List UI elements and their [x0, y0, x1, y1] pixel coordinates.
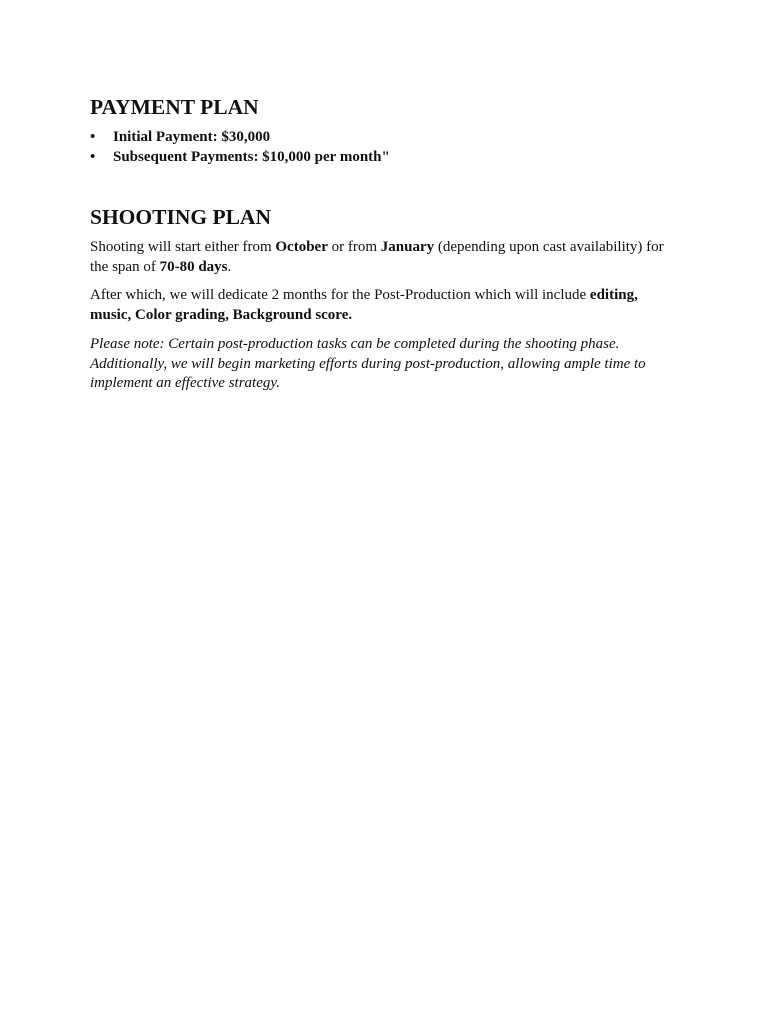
- document-content: [90, 91, 680, 394]
- shooting-duration: 70-80 days: [159, 258, 228, 275]
- start-month-january: January: [380, 239, 435, 255]
- shooting-plan-section: [90, 201, 680, 394]
- list-item: [90, 148, 680, 168]
- text-run: (depending upon cast availability) for the span of: [90, 239, 664, 275]
- text-run: or from: [327, 239, 381, 255]
- list-item: [90, 128, 680, 148]
- shooting-schedule-paragraph: [90, 238, 680, 277]
- bullet-icon: •: [90, 148, 96, 165]
- text-run: After which, we will dedicate 2 months for the Post-Production which will include: [90, 287, 590, 303]
- post-production-tasks: editing, music, Color grading, Background score.: [90, 287, 638, 323]
- shooting-plan-heading: SHOOTING PLAN: [90, 205, 271, 229]
- initial-payment-text: Initial Payment: $30,000: [113, 129, 271, 145]
- post-production-paragraph: [90, 286, 680, 325]
- text-run: .: [227, 258, 232, 275]
- bullet-icon: •: [90, 129, 96, 145]
- payment-plan-section: [90, 91, 680, 167]
- note-paragraph: Please note: Certain post-production tasks can be completed during the shooting phase. Additionally, we will begin marketing efforts during post-production, allowing ample time to implement an effective strategy.: [90, 336, 646, 391]
- payment-plan-heading: PAYMENT PLAN: [90, 95, 259, 119]
- subsequent-payments-text: Subsequent Payments: $10,000 per month": [113, 148, 390, 165]
- payment-plan-list: [90, 128, 680, 167]
- text-run: Shooting will start either from: [90, 239, 276, 255]
- start-month-october: October: [275, 239, 328, 255]
